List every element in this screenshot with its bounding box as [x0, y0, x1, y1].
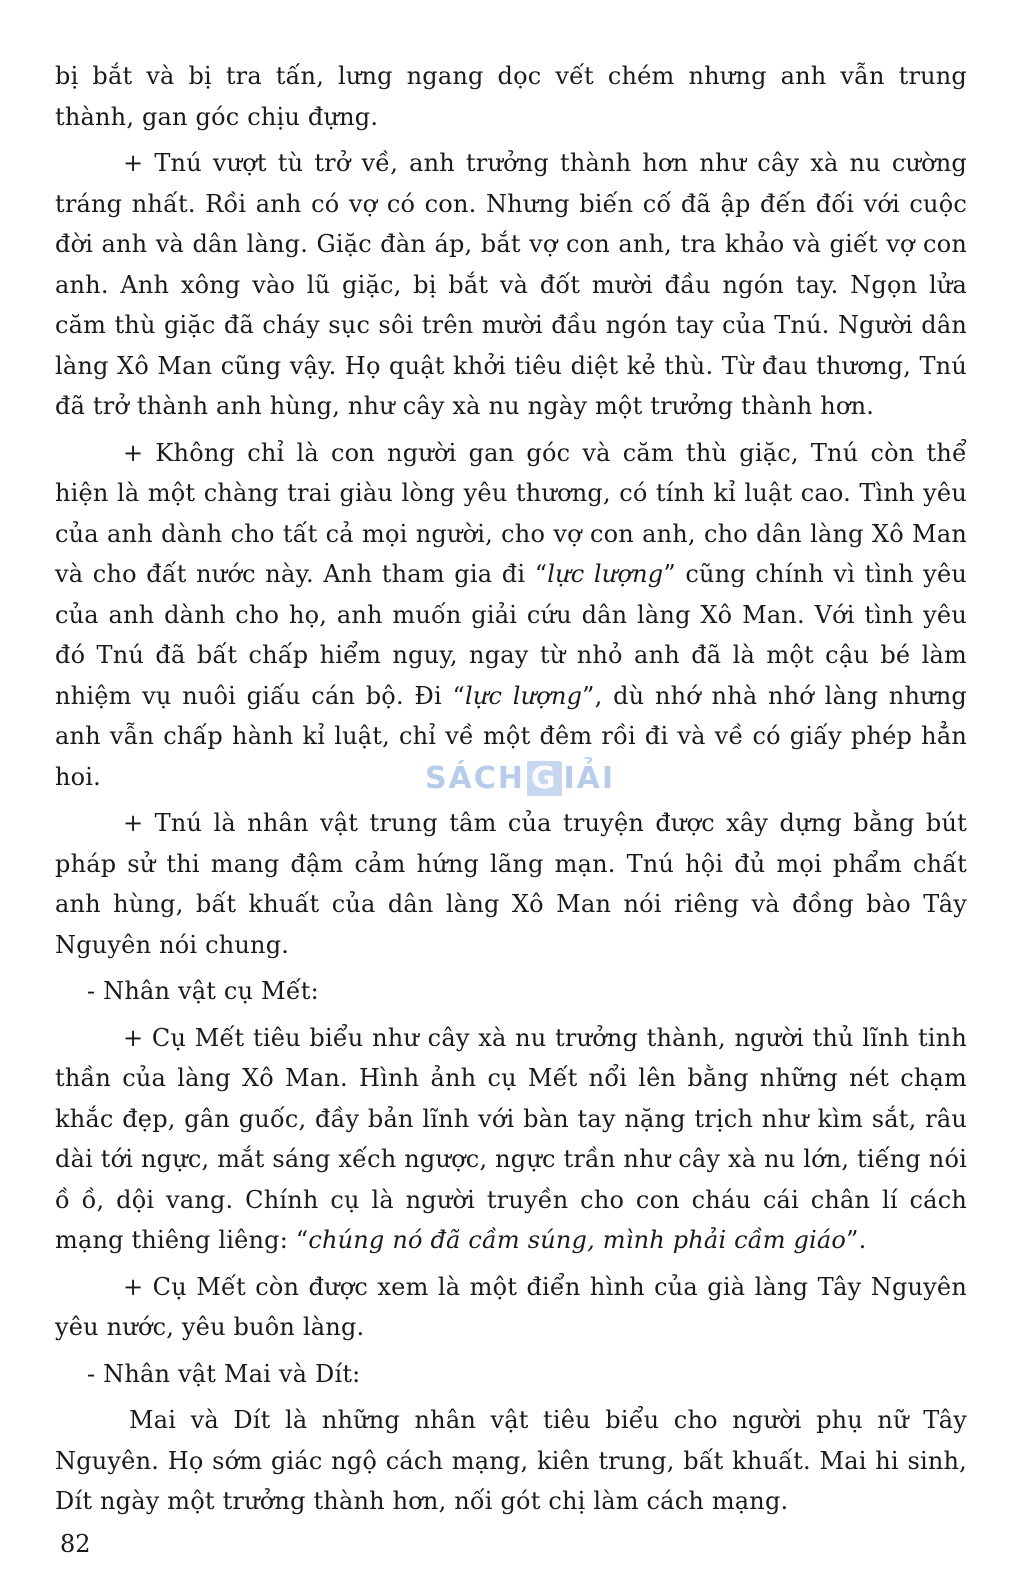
paragraph-7: + Cụ Mết còn được xem là một điển hình của già làng Tây Nguyên yêu nước, yêu buôn làng. [55, 1272, 967, 1341]
paragraph-1: bị bắt và bị tra tấn, lưng ngang dọc vết chém nhưng anh vẫn trung thành, gan góc chịu đựng. [55, 62, 967, 131]
paragraph-6-quote: chúng nó đã cầm súng, mình phải cầm giáo [308, 1226, 847, 1254]
paragraph-3-part-2: ” cũng chính vì tình yêu của anh dành cho họ, anh muốn giải cứu dân làng Xô Man. Với tình yêu đó Tnú đã bất chấp hiểm nguy, ngay từ nhỏ anh đã là một cậu bé làm nhiệm vụ nuôi giấu cán bộ. Đi “ [55, 560, 967, 710]
paragraph-3-part-3: ”, dù nhớ nhà nhớ làng nhưng anh vẫn chấp hành kỉ luật, chỉ về một đêm rồi đi và về có giấy phép hẳn hoi. [55, 681, 967, 791]
paragraph-6 [55, 1018, 967, 1261]
watermark-text-left: SÁCH [424, 760, 525, 796]
paragraph-3-emphasis-2: lực lượng [464, 681, 583, 710]
watermark-text-right: IẢI [563, 760, 616, 796]
paragraph-4: + Tnú là nhân vật trung tâm của truyện được xây dựng bằng bút pháp sử thi mang đậm cảm hứng lãng mạn. Tnú hội đủ mọi phẩm chất anh hùng, bất khuất của dân làng Xô Man nói riêng và đồng bào Tây Nguyên nói chung. [55, 809, 967, 959]
section-heading-mai-dit: - Nhân vật Mai và Dít: [87, 1359, 361, 1388]
paragraph-3-part-1: + Không chỉ là con người gan góc và căm thù giặc, Tnú còn thể hiện là một chàng trai giàu lòng yêu thương, có tính kỉ luật cao. Tình yêu của anh dành cho tất cả mọi người, cho vợ con anh, cho dân làng Xô Man và cho đất nước này. Anh tham gia đi “ [55, 438, 967, 588]
page-body [55, 56, 967, 1528]
paragraph-6-part-1: + Cụ Mết tiêu biểu như cây xà nu trưởng thành, người thủ lĩnh tinh thần của làng Xô Man. Hình ảnh cụ Mết nổi lên bằng những nét chạm khắc đẹp, gân guốc, đầy bản lĩnh với bàn tay nặng trịch như kìm sắt, râu dài tới ngực, mắt sáng xếch ngược, ngực trần như cây xà nu lớn, tiếng nói ồ ồ, dội vang. Chính cụ là người truyền cho con cháu cái chân lí cách mạng thiêng liêng: “ [55, 1023, 967, 1254]
section-heading-cu-met: - Nhân vật cụ Mết: [87, 977, 319, 1005]
paragraph-6-part-2: ”. [846, 1226, 867, 1254]
paragraph-3-emphasis-1: lực lượng [547, 560, 664, 588]
page-number: 82 [60, 1530, 91, 1558]
watermark-box-letter: G [527, 761, 562, 796]
paragraph-9: Mai và Dít là những nhân vật tiêu biểu cho người phụ nữ Tây Nguyên. Họ sớm giác ngộ cách mạng, kiên trung, bất khuất. Mai hi sinh, Dít ngày một trưởng thành hơn, nối gót chị làm cách mạng. [55, 1406, 967, 1515]
paragraph-3 [55, 433, 967, 798]
paragraph-2: + Tnú vượt tù trở về, anh trưởng thành hơn như cây xà nu cường tráng nhất. Rồi anh có vợ có con. Nhưng biến cố đã ập đến đối với cuộc đời anh và dân làng. Giặc đàn áp, bắt vợ con anh, tra khảo và giết vợ con anh. Anh xông vào lũ giặc, bị bắt và đốt mười đầu ngón tay. Ngọn lửa căm thù giặc đã cháy sục sôi trên mười đầu ngón tay của Tnú. Người dân làng Xô Man cũng vậy. Họ quật khởi tiêu diệt kẻ thù. Từ đau thương, Tnú đã trở thành anh hùng, như cây xà nu ngày một trưởng thành hơn. [55, 149, 967, 420]
